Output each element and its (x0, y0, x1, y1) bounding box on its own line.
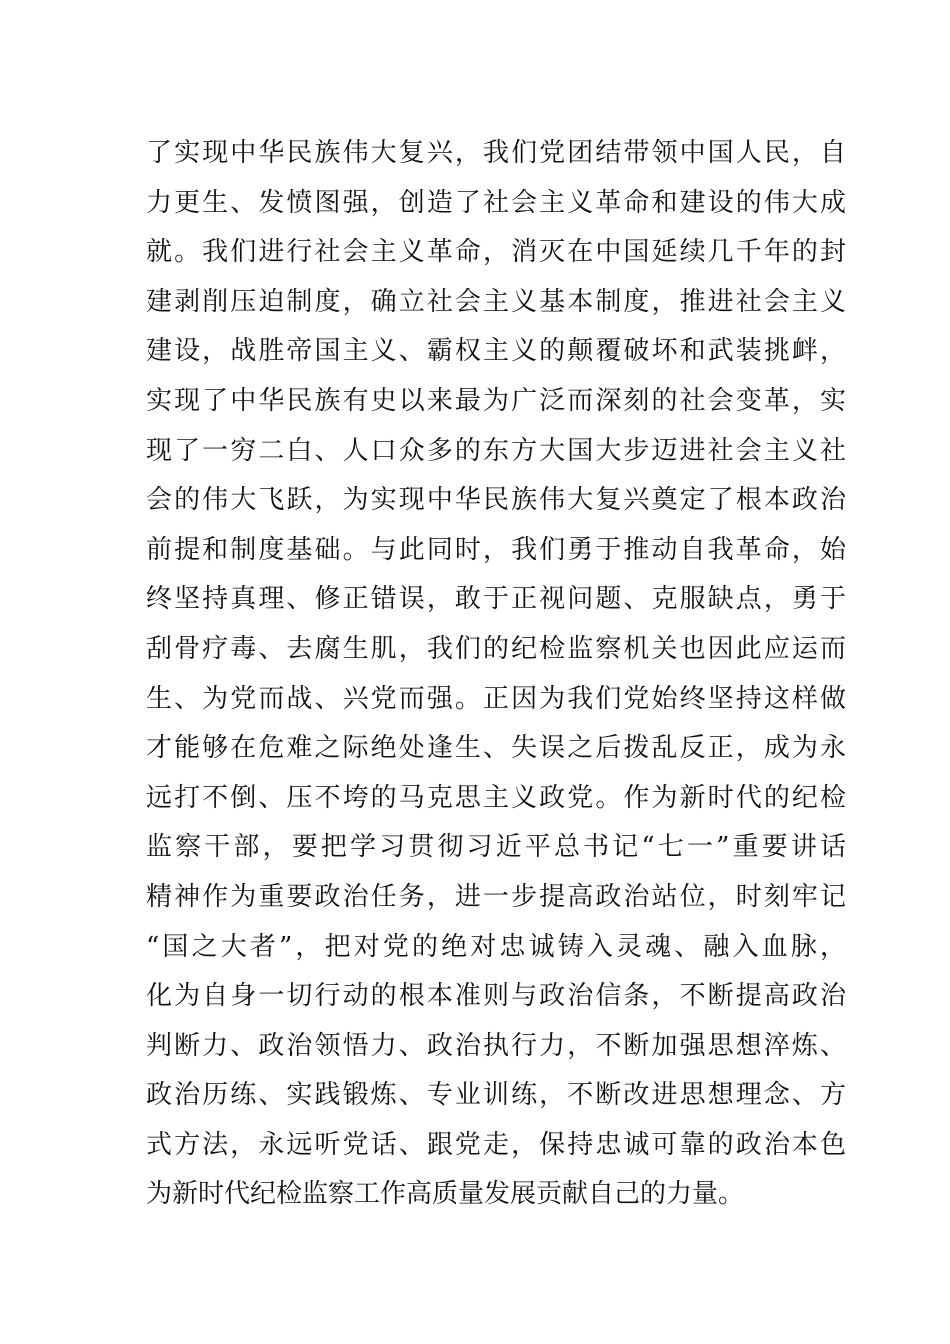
text-line: 为新时代纪检监察工作高质量发展贡献自己的力量。 (146, 1179, 745, 1210)
text-line: 政治历练、实践锻炼、专业训练，不断改进思想理念、方 (146, 1080, 846, 1111)
text-line: 精神作为重要政治任务，进一步提高政治站位，时刻牢记 (146, 881, 846, 912)
text-line: 实现了中华民族有史以来最为广泛而深刻的社会变革，实 (146, 385, 846, 416)
text-line: 建设，战胜帝国主义、霸权主义的颠覆破坏和武装挑衅， (146, 336, 846, 367)
text-line: 现了一穷二白、人口众多的东方大国大步迈进社会主义社 (146, 435, 846, 466)
text-line: 判断力、政治领悟力、政治执行力，不断加强思想淬炼、 (146, 1030, 846, 1061)
text-line: 就。我们进行社会主义革命，消灭在中国延续几千年的封 (146, 237, 846, 268)
body-paragraph (146, 129, 846, 1220)
text-line: 终坚持真理、修正错误，敢于正视问题、克服缺点，勇于 (146, 584, 846, 615)
text-line: 了实现中华民族伟大复兴，我们党团结带领中国人民，自 (146, 138, 846, 168)
text-line: 刮骨疗毒、去腐生肌，我们的纪检监察机关也因此应运而 (146, 633, 846, 664)
text-line: 远打不倒、压不垮的马克思主义政党。作为新时代的纪检 (146, 782, 846, 813)
text-line: 力更生、发愤图强，创造了社会主义革命和建设的伟大成 (146, 187, 846, 218)
text-line: 监察干部，要把学习贯彻习近平总书记“七一”重要讲话 (146, 832, 846, 863)
text-line: 才能够在危难之际绝处逢生、失误之后拨乱反正，成为永 (146, 733, 846, 764)
text-line: 化为自身一切行动的根本准则与政治信条，不断提高政治 (146, 981, 846, 1012)
text-line: 前提和制度基础。与此同时，我们勇于推动自我革命，始 (146, 534, 846, 565)
text-line: “国之大者”，把对党的绝对忠诚铸入灵魂、融入血脉， (146, 931, 846, 962)
text-line: 式方法，永远听党话、跟党走，保持忠诚可靠的政治本色 (146, 1129, 846, 1160)
text-line: 生、为党而战、兴党而强。正因为我们党始终坚持这样做 (146, 683, 846, 714)
text-line: 建剥削压迫制度，确立社会主义基本制度，推进社会主义 (146, 286, 846, 317)
text-line: 会的伟大飞跃，为实现中华民族伟大复兴奠定了根本政治 (146, 485, 846, 516)
